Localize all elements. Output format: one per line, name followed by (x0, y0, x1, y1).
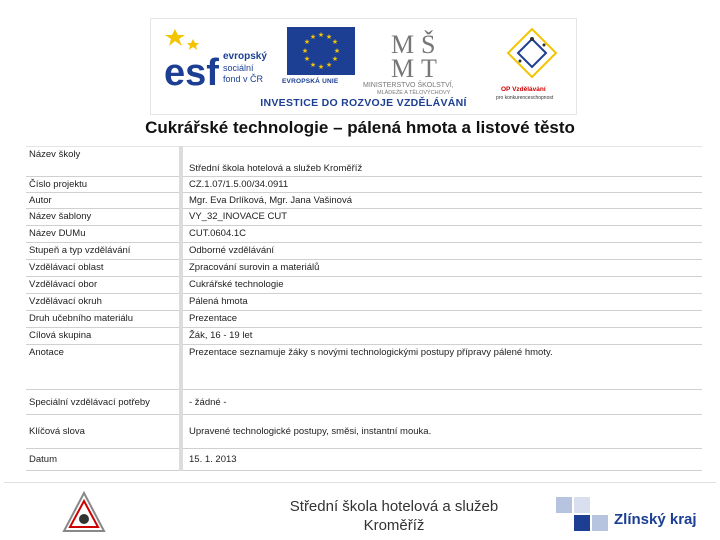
svg-text:★: ★ (325, 61, 333, 69)
row-label: Číslo projektu (26, 177, 181, 193)
row-value: Prezentace seznamuje žáky s novými technologickými postupy přípravy pálené hmoty. (181, 345, 702, 390)
region-logo-icon (556, 497, 610, 535)
svg-text:★: ★ (333, 47, 341, 55)
row-label: Vzdělávací okruh (26, 294, 181, 311)
msmt-line-2: MLÁDEŽE A TĚLOVÝCHOVY (377, 90, 451, 95)
table-row (26, 345, 702, 390)
msmt-logo (363, 25, 483, 95)
row-value: - žádné - (181, 390, 702, 415)
row-label: Druh učebního materiálu (26, 311, 181, 328)
esf-text-2: sociální (223, 63, 254, 73)
eu-flag-icon (287, 27, 355, 75)
row-label: Cílová skupina (26, 328, 181, 345)
row-value: Střední škola hotelová a služeb Kroměříž (181, 147, 702, 177)
school-name (244, 497, 544, 535)
svg-text:★: ★ (303, 38, 311, 46)
svg-text:★: ★ (325, 33, 333, 41)
table-row (26, 177, 702, 193)
school-emblem-icon (62, 491, 106, 533)
table-row (26, 415, 702, 449)
svg-text:★: ★ (317, 31, 325, 39)
table-row (26, 449, 702, 471)
row-value: Žák, 16 - 19 let (181, 328, 702, 345)
op-line-2: pro konkurenceschopnost (496, 95, 554, 101)
row-value: Zpracování surovin a materiálů (181, 260, 702, 277)
row-label: Název školy (26, 147, 181, 177)
table-row (26, 311, 702, 328)
row-label: Vzdělávací obor (26, 277, 181, 294)
svg-text:★: ★ (331, 55, 339, 63)
op-line-1: OP Vzdělávání (501, 86, 546, 93)
row-value: VY_32_INOVACE CUT (181, 209, 702, 226)
row-value: Mgr. Eva Drlíková, Mgr. Jana Vašinová (181, 193, 702, 209)
svg-text:★: ★ (317, 63, 325, 71)
row-label: Klíčová slova (26, 415, 181, 449)
svg-text:M: M (391, 54, 415, 83)
table-row (26, 294, 702, 311)
row-value: Prezentace (181, 311, 702, 328)
svg-text:★: ★ (303, 55, 311, 63)
row-value: Pálená hmota (181, 294, 702, 311)
table-row (26, 147, 702, 177)
row-value: Upravené technologické postupy, směsi, instantní mouka. (181, 415, 702, 449)
svg-text:★: ★ (309, 61, 317, 69)
school-line-2: Kroměříž (363, 517, 425, 534)
esf-logo (161, 25, 273, 95)
row-value: Odborné vzdělávání (181, 243, 702, 260)
row-label: Stupeň a typ vzdělávání (26, 243, 181, 260)
logo-banner (150, 18, 577, 115)
svg-text:★: ★ (331, 38, 339, 46)
esf-text-3: fond v ČR (223, 74, 264, 84)
svg-text:M: M (391, 30, 415, 59)
svg-text:★: ★ (301, 47, 309, 55)
row-label: Název šablony (26, 209, 181, 226)
table-row (26, 328, 702, 345)
esf-text-1: evropský (223, 51, 267, 62)
row-label: Název DUMu (26, 226, 181, 243)
banner-footer-text: INVESTICE DO ROZVOJE VZDĚLÁVÁNÍ (260, 97, 467, 109)
svg-text:T: T (421, 54, 437, 83)
row-label: Speciální vzdělávací potřeby (26, 390, 181, 415)
row-value: Cukrářské technologie (181, 277, 702, 294)
table-row (26, 193, 702, 209)
footer-banner (4, 482, 716, 539)
eu-label: EVROPSKÁ UNIE (282, 78, 339, 85)
row-value: CZ.1.07/1.5.00/34.0911 (181, 177, 702, 193)
svg-text:Š: Š (421, 30, 436, 59)
row-label: Datum (26, 449, 181, 471)
table-row (26, 260, 702, 277)
row-label: Vzdělávací oblast (26, 260, 181, 277)
table-row (26, 209, 702, 226)
row-label: Anotace (26, 345, 181, 390)
table-row (26, 243, 702, 260)
metadata-table (26, 146, 702, 471)
table-row (26, 226, 702, 243)
row-label: Autor (26, 193, 181, 209)
document-title: Cukrářské technologie – pálená hmota a listové těsto (145, 118, 575, 137)
row-value: 15. 1. 2013 (181, 449, 702, 471)
table-row (26, 277, 702, 294)
op-vzdelavani-logo (496, 25, 571, 103)
region-name: Zlínský kraj (614, 511, 697, 528)
svg-text:★: ★ (309, 33, 317, 41)
msmt-line-1: MINISTERSTVO ŠKOLSTVÍ, (363, 82, 454, 89)
table-row (26, 390, 702, 415)
svg-text:esf: esf (164, 52, 219, 94)
school-line-1: Střední škola hotelová a služeb (289, 498, 499, 515)
row-value: CUT.0604.1C (181, 226, 702, 243)
